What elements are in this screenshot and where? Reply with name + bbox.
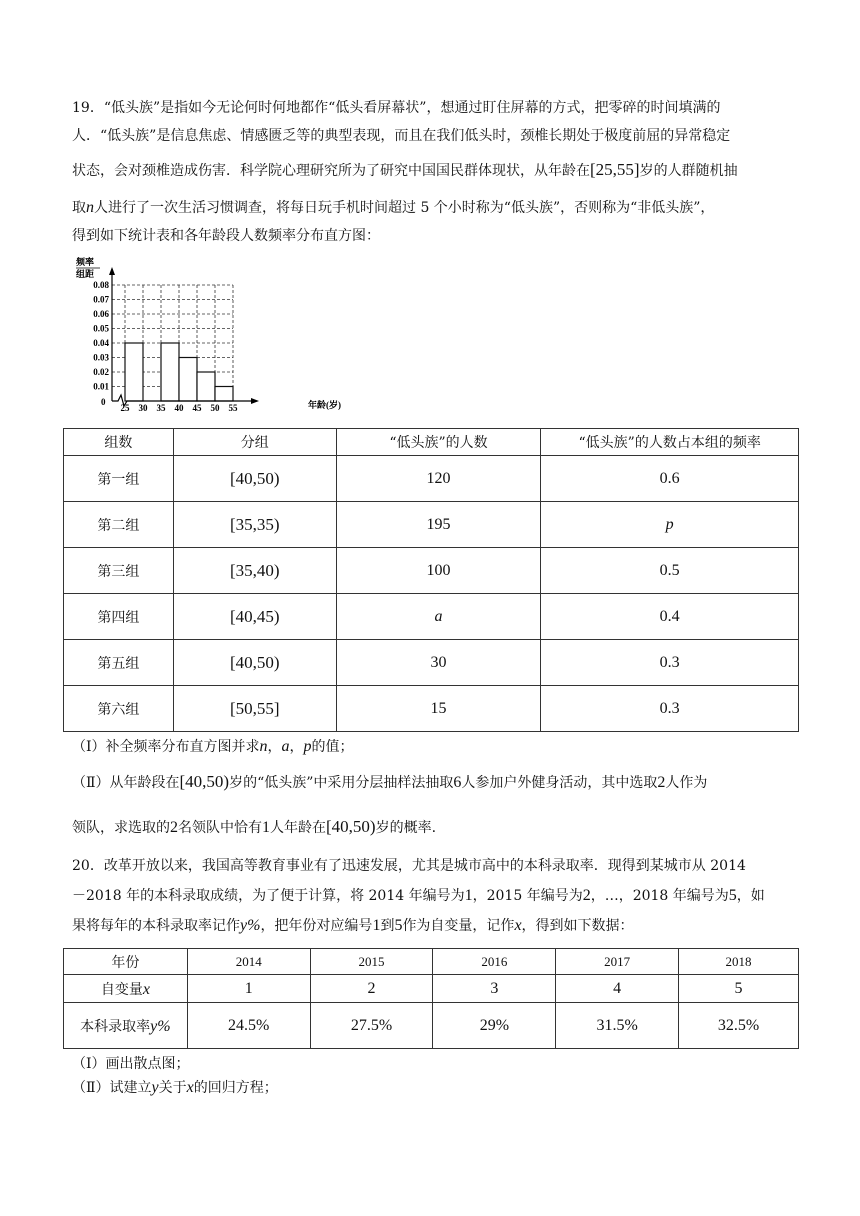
xlabel: 年龄(岁) [308,400,341,410]
y-tick-label: 0.04 [93,338,109,348]
interval-cell: [50,55] [173,686,336,732]
y-tick-label: 0.05 [93,323,109,334]
q20-part-2: （Ⅱ）试建立y关于x的回归方程； [72,1079,278,1096]
interval-cell: [40,45) [173,594,336,640]
q19-line-4: 取n人进行了一次生活习惯调查，将每日玩手机时间超过 5 个小时称为“低头族”，否则称为“非低头族”， [72,199,715,216]
rate-label: 本科录取率y% [64,1003,188,1049]
x-tick-label: 25 [120,403,130,413]
y-tick-label: 0.07 [93,294,109,305]
x-tick-label: 50 [210,403,220,413]
frequency-cell: 0.3 [541,640,799,686]
table-row [64,548,799,594]
q19-line-3: 状态，会对颈椎造成伤害．科学院心理研究所为了研究中国国民群体现状，从年龄在[25,55]岁的人群随机抽 [72,160,738,179]
histogram-bar [161,343,179,401]
y-tick-label: 0.08 [93,280,109,290]
count-cell: 120 [336,456,541,502]
y-tick-label: 0.02 [93,367,109,377]
count-cell: 100 [336,548,541,594]
q19-part-1: （Ⅰ）补全频率分布直方图并求n，a，p的值； [72,738,354,755]
group-name-cell: 第四组 [64,594,174,640]
q20-part-1: （Ⅰ）画出散点图； [72,1056,190,1072]
frequency-cell: 0.6 [541,456,799,502]
header-frequency: “低头族”的人数占本组的频率 [541,429,799,456]
y-tick-label: 0.01 [93,381,109,392]
y-axis-arrow [109,267,115,275]
header-grouping: 分组 [173,429,336,456]
y-tick-label: 0.03 [93,352,109,363]
x-tick-label: 45 [192,403,202,413]
x-label: 自变量x [64,975,188,1003]
x-tick-label: 35 [156,403,166,413]
x-tick-label: 55 [228,403,238,413]
frequency-cell: 0.4 [541,594,799,640]
x-tick-label: 30 [138,403,148,413]
year-label: 年份 [64,949,188,975]
rate-row: 本科录取率y% 24.5% 27.5% 29% 31.5% 32.5% [64,1003,799,1049]
histogram-bar [215,387,233,402]
group-name-cell: 第六组 [64,686,174,732]
ylabel-top: 频率 [76,257,95,267]
ylabel-bottom: 组距 [76,269,95,279]
year-row: 年份 2014 2015 2016 2017 2018 [64,949,799,975]
table-header-row [64,429,799,456]
q20-line-2: －2018 年的本科录取成绩，为了便于计算，将 2014 年编号为1，2015 年编号为2，…，2018 年编号为5，如 [72,887,765,904]
frequency-cell: 0.5 [541,548,799,594]
table-row [64,456,799,502]
header-count: “低头族”的人数 [336,429,541,456]
group-name-cell: 第一组 [64,456,174,502]
y-tick-label: 0.06 [93,309,109,319]
frequency-cell: p [541,502,799,548]
q19-line-1: 19．“低头族”是指如今无论何时何地都作“低头看屏幕状”，想通过盯住屏幕的方式，把零碎的时间填满的 [72,100,721,116]
interval-cell: [35,35) [173,502,336,548]
histogram-bar [197,372,215,401]
header-group-count: 组数 [64,429,174,456]
histogram-bar [125,343,143,401]
histogram-bar [179,358,197,402]
group-name-cell: 第五组 [64,640,174,686]
frequency-histogram [70,255,350,415]
count-cell: a [336,594,541,640]
var-n: n [86,199,94,216]
admission-rate-table [63,948,799,1049]
table-row [64,502,799,548]
age-range-math: [25,55] [590,160,640,179]
interval-cell: [40,50) [173,640,336,686]
frequency-cell: 0.3 [541,686,799,732]
interval-cell: [40,50) [173,456,336,502]
count-cell: 15 [336,686,541,732]
table-row [64,594,799,640]
q20-line-1: 20．改革开放以来，我国高等教育事业有了迅速发展，尤其是城市高中的本科录取率．现得到某城市从 2014 [72,858,746,874]
origin-label: 0 [101,397,106,407]
interval-cell: [35,40) [173,548,336,594]
q20-line-3: 果将每年的本科录取率记作y%，把年份对应编号1到5作为自变量，记作x，得到如下数据： [72,917,634,934]
group-name-cell: 第三组 [64,548,174,594]
count-cell: 30 [336,640,541,686]
table-row [64,640,799,686]
q19-line-2: 人．“低头族”是信息焦虑、情感匮乏等的典型表现，而且在我们低头时，颈椎长期处于极度前屈的异常稳定 [72,128,731,144]
q19-line-5: 得到如下统计表和各年龄段人数频率分布直方图： [72,228,380,244]
q19-part-2-cont: 领队，求选取的2名领队中恰有1人年龄在[40,50)岁的概率. [72,817,437,836]
x-row: 自变量x 1 2 3 4 5 [64,975,799,1003]
histogram-bars [125,343,233,401]
survey-table [63,428,799,732]
group-name-cell: 第二组 [64,502,174,548]
x-axis-arrow [251,398,259,404]
table-row [64,686,799,732]
q19-part-2: （Ⅱ）从年龄段在[40,50)岁的“低头族”中采用分层抽样法抽取6人参加户外健身活动，其中选取2人作为 [72,772,708,791]
count-cell: 195 [336,502,541,548]
x-tick-label: 40 [174,403,184,413]
